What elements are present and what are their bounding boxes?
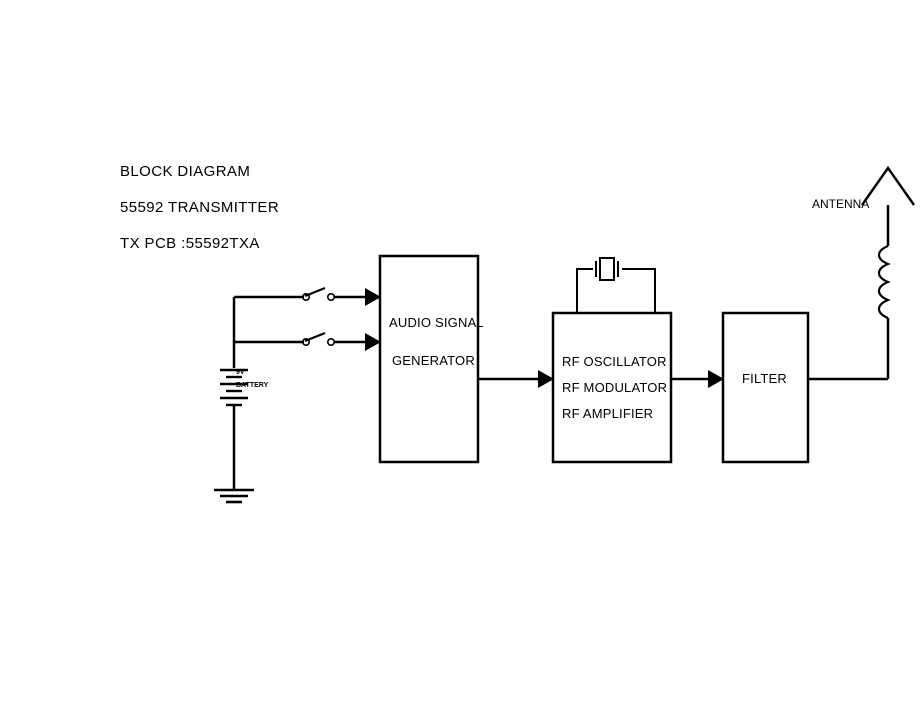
filter-block [723,313,808,462]
crystal-left-lead [577,269,593,313]
crystal-right-lead [622,269,655,313]
battery-voltage-label: 9V [236,369,245,376]
antenna-coil-icon [879,246,888,318]
diagram-title-line-2: 55592 TRANSMITTER [120,199,280,216]
battery-label: BATTERY [236,382,269,389]
rf-modulator-label: RF MODULATOR [562,380,668,395]
diagram-title-line-1: BLOCK DIAGRAM [120,163,251,180]
switch1-lever-icon[interactable] [305,288,325,296]
switch2-contact-right-icon [328,339,334,345]
audio-signal-generator-label-line-2: GENERATOR [392,353,475,368]
rf-oscillator-label: RF OSCILLATOR [562,354,667,369]
antenna-icon [862,168,914,205]
switch1-contact-right-icon [328,294,334,300]
antenna-label: ANTENNA [812,197,870,211]
audio-signal-generator-label-line-1: AUDIO SIGNAL [389,315,484,330]
rf-amplifier-label: RF AMPLIFIER [562,406,654,421]
crystal-body-icon [600,258,614,280]
arrow-switch2-into-audio-icon [365,333,381,351]
arrow-switch1-into-audio-icon [365,288,381,306]
diagram-title-line-3: TX PCB :55592TXA [120,235,260,252]
arrow-into-rf-icon [538,370,554,388]
switch2-lever-icon[interactable] [305,333,325,341]
filter-label: FILTER [742,371,788,386]
arrow-into-filter-icon [708,370,724,388]
